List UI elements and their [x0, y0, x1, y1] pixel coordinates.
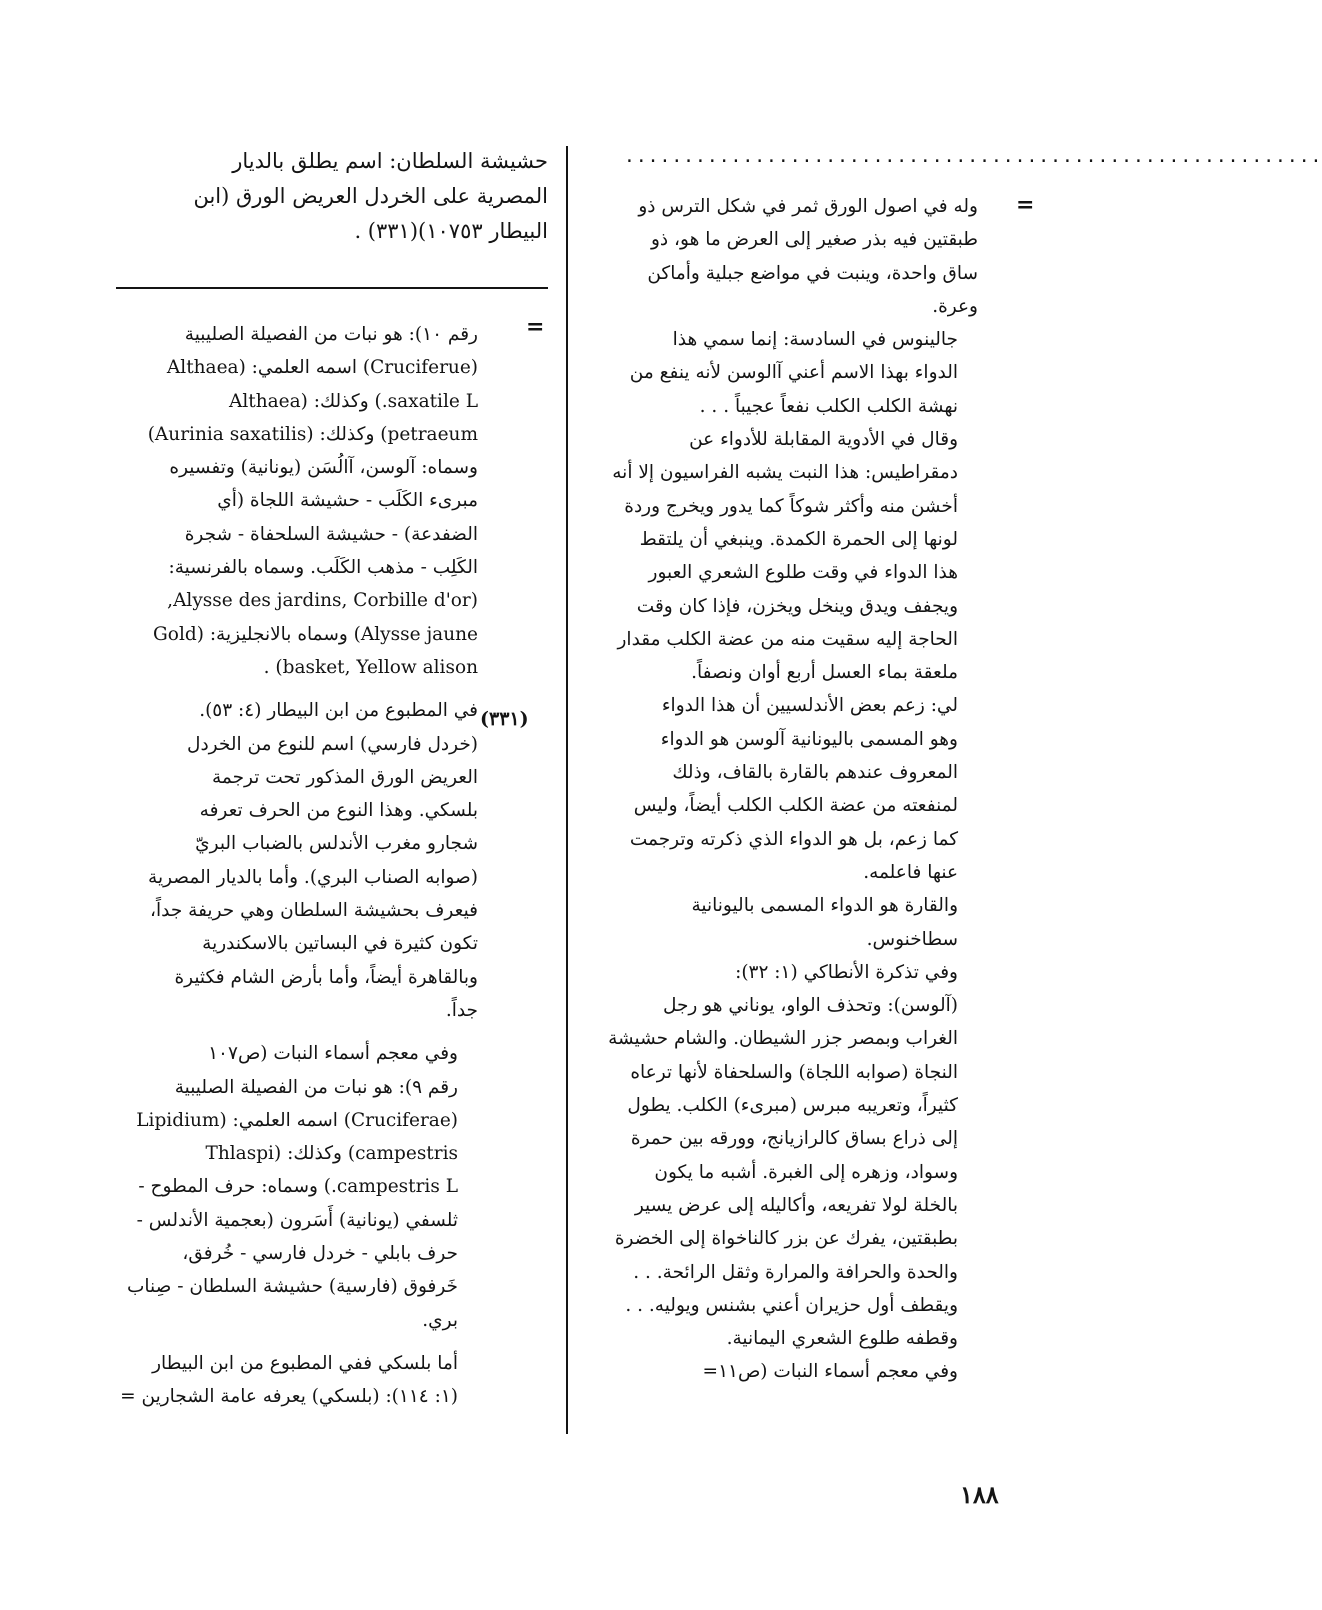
- right-footnote-column: [610, 190, 978, 1389]
- text-line: بري.: [422, 1309, 458, 1331]
- text-line: ثلسفي (يونانية) أَسَرون (بعجمية الأندلس -: [136, 1209, 458, 1231]
- footnote-rule: [116, 287, 548, 289]
- page-number: ١٨٨: [960, 1480, 999, 1509]
- paragraph: [116, 1037, 478, 1337]
- text-line: الحاجة إليه سقيت منه من عضة الكلب مقدار: [617, 628, 958, 650]
- text-line: بالخلة لولا تفريعه، وأكاليله إلى عرض يسير: [634, 1194, 958, 1216]
- main-text-block: [126, 144, 548, 249]
- continuation-marker-right: =: [1016, 192, 1035, 218]
- text-line: والحدة والحرافة والمرارة وثقل الرائحة. . .: [633, 1261, 958, 1283]
- text-line: وفي معجم أسماء النبات (ص١١=: [702, 1361, 958, 1383]
- text-line: دمقراطيس: هذا النبت يشبه الفراسيون إلا أنه: [612, 462, 958, 484]
- text-line: أخشن منه وأكثر شوكاً كما يدور ويخرج وردة: [624, 495, 958, 517]
- text-line: هذا الدواء في وقت طلوع الشعري العبور: [648, 562, 958, 584]
- text-line: Alysse jaune) وسماه بالانجليزية: (Gold: [153, 623, 478, 645]
- text-line: رقم ٩): هو نبات من الفصيلة الصليبية: [174, 1076, 458, 1098]
- text-line: campestris L.) وسماه: حرف المطوح -: [138, 1176, 458, 1198]
- main-text-paragraph: [126, 144, 548, 249]
- paragraph: [610, 1355, 978, 1388]
- text-line: petraeum) وكذلك: (Aurinia saxatilis): [147, 423, 478, 445]
- text-line: لمنفعته من عضة الكلب الكلب أيضاً، وليس: [633, 795, 958, 817]
- text-line: فيعرف بحشيشة السلطان وهي حريفة جداً،: [150, 900, 478, 922]
- text-line: وسواد، وزهره إلى الغبرة. أشبه ما يكون: [654, 1161, 958, 1183]
- text-line: الدواء بهذا الاسم أعني آالوسن لأنه ينفع من: [629, 362, 958, 384]
- text-line: وقطفه طلوع الشعري اليمانية.: [726, 1328, 958, 1350]
- text-line: لونها إلى الحمرة الكمدة. وينبغي أن يلتقط: [639, 528, 958, 550]
- text-line: في المطبوع من ابن البيطار (٤: ٥٣).: [199, 700, 478, 722]
- text-line: وفي تذكرة الأنطاكي (١: ٣٢):: [735, 961, 958, 983]
- paragraph: [610, 423, 978, 689]
- text-line: (١: ١١٤): (بلسكي) يعرفه عامة الشجارين =: [120, 1386, 458, 1408]
- text-line: والقارة هو الدواء المسمى باليونانية: [691, 895, 958, 917]
- text-line: (Cruciferae) اسمه العلمي: (Lipidium: [136, 1109, 458, 1131]
- text-line: مبرىء الكَلَب - حشيشة اللجاة (أي: [217, 490, 478, 512]
- text-line: رقم ١٠): هو نبات من الفصيلة الصليبية: [184, 324, 478, 345]
- text-line: وفي معجم أسماء النبات (ص١٠٧: [208, 1043, 458, 1065]
- continuation-marker-left: =: [526, 314, 545, 340]
- text-line: كما زعم، بل هو الدواء الذي ذكرته وترجمت: [629, 828, 958, 850]
- text-line: أما بلسكي ففي المطبوع من ابن البيطار: [152, 1352, 458, 1374]
- text-line: (صوابه الصناب البري). وأما بالديار المصرية: [148, 866, 478, 888]
- text-line: جداً.: [445, 999, 478, 1021]
- text-line: سطاخنوس.: [866, 928, 958, 950]
- text-line: الضفدعة) - حشيشة السلحفاة - شجرة: [184, 523, 478, 545]
- text-line: الكَلِب - مذهب الكَلَب. وسماه بالفرنسية:: [168, 557, 478, 579]
- paragraph: [610, 889, 978, 956]
- text-line: وبالقاهرة أيضاً، وأما بأرض الشام فكثيرة: [174, 966, 478, 988]
- text-line: وعرة.: [932, 295, 978, 317]
- text-line: عنها فاعلمه.: [863, 861, 958, 883]
- paragraph: [610, 956, 978, 1356]
- text-line: basket, Yellow alison) .: [263, 656, 478, 678]
- text-line: (آلوسن): وتحذف الواو، يوناني هو رجل: [662, 995, 958, 1017]
- text-line: (Cruciferue) اسمه العلمي: (Althaea: [166, 357, 478, 379]
- text-line: شجارو مغرب الأندلس بالضباب البريّ: [195, 833, 478, 855]
- text-line: النجاة (صوابه اللجاة) والسلحفاة لأنها ترعاه: [630, 1061, 958, 1083]
- text-line: ويجفف ويدق وينخل ويخزن، فإذا كان وقت: [636, 595, 958, 617]
- paragraph: [610, 190, 978, 323]
- text-line: إلى ذراع بساق كالرازيانج، وورقه بين حمرة: [630, 1128, 958, 1150]
- text-line: الغراب وبمصر جزر الشيطان. والشام حشيشة: [608, 1028, 958, 1050]
- text-line: حشيشة السلطان: اسم يطلق بالديار: [232, 149, 548, 173]
- text-line: تكون كثيرة في البساتين بالاسكندرية: [202, 933, 478, 955]
- column-divider: [566, 146, 568, 1434]
- text-line: المعروف عندهم بالقارة بالقاف، وذلك: [672, 762, 958, 784]
- paragraph: [116, 694, 478, 1027]
- text-line: وقال في الأدوية المقابلة للأدواء عن: [689, 429, 958, 451]
- text-line: نهشة الكلب الكلب نفعاً عجيباً . . .: [699, 395, 958, 417]
- text-line: ملعقة بماء العسل أربع أوان ونصفاً.: [691, 662, 958, 684]
- text-line: وهو المسمى باليونانية آلوسن هو الدواء: [660, 728, 958, 750]
- paragraph: [116, 318, 478, 684]
- header-dotted-line: ...........................................................: [624, 146, 1322, 167]
- text-line: بطبقتين، يفرك عن بزر كالناخواة إلى الخضرة: [614, 1228, 958, 1250]
- text-line: بلسكي. وهذا النوع من الحرف تعرفه: [199, 800, 478, 822]
- text-line: كثيراً، وتعريبه مبرس (مبرىء) الكلب. يطول: [627, 1095, 958, 1117]
- text-line: (خردل فارسي) اسم للنوع من الخردل: [187, 733, 478, 755]
- left-footnote-column: [116, 318, 478, 1414]
- text-line: لي: زعم بعض الأندلسيين أن هذا الدواء: [661, 695, 958, 717]
- paragraph: [610, 323, 978, 423]
- text-line: وله في اصول الورق ثمر في شكل الترس ذو: [638, 196, 978, 217]
- text-line: جالينوس في السادسة: إنما سمي هذا: [672, 329, 958, 351]
- text-line: المصرية على الخردل العريض الورق (ابن: [193, 184, 548, 208]
- text-line: خَرفوق (فارسية) حشيشة السلطان - صِناب: [127, 1276, 458, 1298]
- text-line: campestris) وكذلك: (Thlaspi: [205, 1143, 458, 1165]
- text-line: البيطار ١٠٧٥٣)(٣٣١) .: [354, 219, 548, 243]
- text-line: وسماه: آلوسن، آالُسَن (يونانية) وتفسيره: [169, 457, 478, 479]
- text-line: العريض الورق المذكور تحت ترجمة: [211, 766, 478, 788]
- text-line: saxatile L.) وكذلك: (Althaea: [228, 390, 478, 412]
- text-line: ساق واحدة، وينبت في مواضع جبلية وأماكن: [647, 262, 978, 284]
- paragraph: [610, 689, 978, 889]
- text-line: (Alysse des jardins, Corbille d'or,: [167, 590, 478, 612]
- text-line: حرف بابلي - خردل فارسي - خُرفق،: [182, 1243, 458, 1265]
- text-line: طبقتين فيه بذر صغير إلى العرض ما هو، ذو: [651, 229, 978, 251]
- paragraph: [116, 1347, 478, 1414]
- text-line: ويقطف أول حزيران أعني بشنس ويوليه. . .: [625, 1294, 958, 1316]
- footnote-number-331: (٣٣١): [480, 708, 529, 730]
